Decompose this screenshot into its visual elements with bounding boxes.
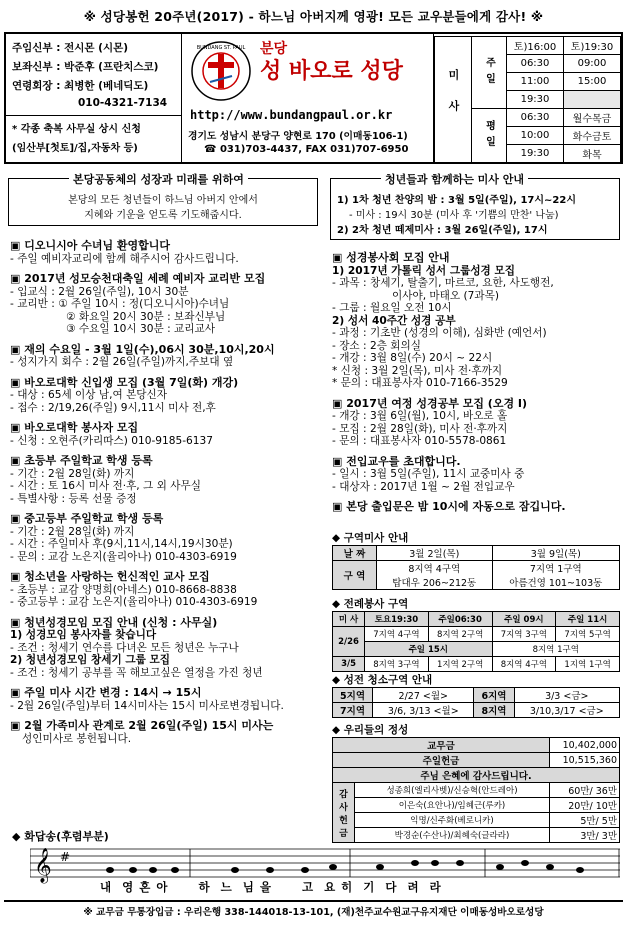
footer-rule — [4, 900, 623, 902]
serve-head: 주일 09시 — [492, 612, 556, 627]
svg-text:BUNDANG ST. PAUL: BUNDANG ST. PAUL — [196, 45, 246, 51]
money-amount: 60만/ 36만 — [550, 783, 620, 798]
svg-text:#: # — [60, 850, 71, 864]
notice-line: - 장소 : 2층 회의실 — [332, 339, 422, 352]
notice-line: * 문의 : 대표봉사자 010-7166-3529 — [332, 377, 508, 389]
wk-time: 06:30 — [507, 109, 564, 127]
website-link[interactable]: http://www.bundangpaul.or.kr — [190, 108, 393, 122]
serve-mid-cell: 8지역 1구역 — [492, 642, 619, 657]
footer-bank-info: ※ 교무금 무통장입금 : 우리은행 338-144018-13-101, (재)천주교수원교구유지재단 이매동성바오로성당 — [83, 907, 544, 918]
notice-line: - 2월 26일(주일)부터 14시미사는 15시 미사로변경됩니다. — [10, 699, 284, 712]
zone-mass-title: ◆ 구역미사 안내 — [332, 532, 409, 544]
notice-line: 2) 청년성경모임 창세기 그룹 모집 — [10, 654, 171, 666]
money-title: ◆ 우리들의 정성 — [332, 724, 409, 736]
header-parish — [182, 34, 434, 162]
serve-cell: 1지역 2구역 — [428, 657, 492, 672]
hymn-staff — [30, 843, 620, 897]
sun-time: 15:00 — [564, 73, 621, 91]
sun-time: 11:00 — [507, 73, 564, 91]
notice-heading: ▣ 성경봉사회 모집 안내 — [332, 251, 450, 264]
office-note2: (임산부[첫토]/집,자동차 등) — [12, 143, 138, 154]
money-thanks: 주님 은혜에 감사드립니다. — [333, 768, 620, 783]
serve-cell: 8지역 2구역 — [428, 627, 492, 642]
notice-heading: ▣ 본당 출입문은 밤 10시에 자동으로 잠깁니다. — [332, 500, 566, 513]
phone: ☎ 031)703-4437, FAX 031)707-6950 — [204, 144, 409, 155]
money-donor: 성종희(엘리사벳)/신승혁(안드레아) — [355, 783, 550, 798]
serve-mid-label: 주일 15시 — [365, 642, 492, 657]
clean-date: 3/6, 3/13 <월> — [373, 703, 474, 718]
right-box-title: 청년들과 함께하는 미사 안내 — [381, 171, 528, 187]
serve-cell: 7지역 3구역 — [492, 627, 556, 642]
notice-line: - 과정 : 기초반 (성경의 이해), 심화반 (예언서) — [332, 327, 547, 339]
wk-time: 10:00 — [507, 127, 564, 145]
money-donor: 익명/신주화(베로니카) — [355, 813, 550, 828]
serve-cell: 7지역 5구역 — [556, 627, 620, 642]
council-head: 연령회장 : 최병한 (베네딕도) — [12, 80, 149, 92]
notice-heading: ▣ 전입교우를 초대합니다. — [332, 454, 461, 468]
notice-heading: ▣ 디오니시아 수녀님 환영합니다 — [10, 239, 171, 252]
serve-head: 토요19:30 — [365, 612, 429, 627]
youth-line: 1) 1차 청년 찬양의 밤 : 3월 5일(주일), 17시~22시 — [337, 195, 576, 206]
notice-line: - 교리반 : ① 주일 10시 : 정(디오니시아)수녀님 — [10, 298, 230, 310]
serve-cell: 1지역 1구역 — [556, 657, 620, 672]
sun-time: 06:30 — [507, 55, 564, 73]
notice-line: 1) 성경모임 봉사자를 찾습니다 — [10, 629, 157, 641]
notice-line: ② 화요일 20시 30분 : 보좌신부님 — [66, 310, 226, 323]
notice-line: * 신청 : 3월 2일(목), 미사 전·후까지 — [332, 364, 503, 377]
clean-zone: 5지역 — [333, 688, 373, 703]
notice-line: - 입교식 : 2월 26일(주일), 10시 30분 — [10, 285, 189, 298]
notice-line: - 성지가지 회수 : 2월 26일(주일)까지,주보대 옆 — [10, 356, 234, 368]
pastor: 주임신부 : 전시몬 (시몬) — [12, 42, 129, 54]
notice-line: - 주일 예비자교리에 함께 해주시어 감사드립니다. — [10, 252, 239, 265]
clean-zone: 6지역 — [474, 688, 514, 703]
notice-line: - 시간 : 주일미사 후(9시,11시,14시,19시30분) — [10, 538, 233, 550]
serve-cell: 8지역 4구역 — [492, 657, 556, 672]
sunday-label: 주일 — [472, 37, 507, 109]
sun-time: 09:00 — [564, 55, 621, 73]
parish-small: 분당 — [260, 41, 288, 57]
sun-time-empty — [564, 91, 621, 109]
clean-date: 3/10,3/17 <금> — [514, 703, 619, 718]
notice-heading: ▣ 중고등부 주일학교 학생 등록 — [10, 512, 164, 525]
notice-line: 2) 성서 40주간 성경 공부 — [332, 314, 456, 327]
wk-days: 화수금토 — [564, 127, 621, 145]
clean-zone: 7지역 — [333, 703, 373, 718]
zone-mass-table — [332, 545, 620, 590]
zone-head: 3월 9일(목) — [492, 546, 619, 561]
zone-head: 날 짜 — [333, 546, 377, 561]
notice-heading: ▣ 2월 가족미사 관계로 2월 26일(주일) 15시 미사는 — [10, 719, 274, 732]
money-value: 10,515,360 — [550, 753, 620, 768]
notice-line: - 과목 : 창세기, 탈출기, 마르코, 요한, 사도행전, — [332, 277, 554, 289]
serve-table — [332, 611, 620, 672]
notice-heading: ▣ 바오로대학 신입생 모집 (3월 7일(화) 개강) — [10, 375, 239, 389]
wk-time: 19:30 — [507, 145, 564, 163]
notice-line: - 일시 : 3월 5일(주일), 11시 교중미사 중 — [332, 468, 525, 480]
notice-line: - 조건 : 청세기 공부를 꼭 해보고싶은 열정을 가진 청년 — [10, 666, 263, 679]
notice-line: - 대상자 : 2017년 1월 ~ 2월 전입교우 — [332, 480, 515, 493]
money-amount: 20만/ 10만 — [550, 798, 620, 813]
serve-head: 주일 11시 — [556, 612, 620, 627]
youth-line: 2) 2차 청년 떼제미사 : 3월 26일(주일), 17시 — [337, 225, 548, 236]
mass-times — [434, 34, 621, 162]
notice-line: 1) 2017년 가톨릭 성서 그룹성경 모집 — [332, 264, 515, 277]
notice-line: ③ 수요일 10시 30분 : 교리교사 — [66, 323, 215, 335]
serve-date: 3/5 — [333, 657, 365, 672]
banner: ※ 성당봉헌 20주년(2017) - 하느님 아버지께 영광! 모든 교우분들에게 감사! ※ — [83, 9, 544, 24]
money-table — [332, 737, 620, 843]
left-box-line: 지혜와 기운을 얻도록 기도해줍시다. — [84, 210, 242, 221]
clean-title: ◆ 성전 청소구역 안내 — [332, 674, 433, 686]
notice-line: - 개강 : 3월 8일(수) 20시 ~ 22시 — [332, 352, 493, 364]
left-box-title: 본당공동체의 성장과 미래를 위하여 — [69, 171, 248, 187]
money-thanks-label: 감사헌금 — [333, 783, 355, 843]
weekday-label: 평일 — [472, 109, 507, 163]
zone-head: 3월 2일(목) — [377, 546, 493, 561]
notice-heading: ▣ 2017년 여정 성경공부 모집 (오경 I) — [332, 396, 528, 410]
notice-line: - 문의 : 대표봉사자 010-5578-0861 — [332, 435, 507, 447]
hymn-lyrics: 내 영 혼 아 하 느 님 을 고 요 히 기 다 려 라 — [100, 880, 442, 894]
notice-line: - 개강 : 3월 6일(월), 10시, 바오로 홀 — [332, 410, 508, 422]
money-amount: 3만/ 3만 — [550, 828, 620, 843]
notice-line: - 기간 : 2월 28일(화) 까지 — [10, 467, 135, 480]
notice-line: - 특별사항 : 등록 선물 증정 — [10, 492, 137, 505]
clean-table — [332, 687, 620, 718]
hymn-title: ◆ 화답송(후렴부분) — [12, 830, 109, 843]
notice-line: - 조건 : 청세기 연수를 다녀온 모든 청년은 누구나 — [10, 641, 239, 654]
money-donor: 박경순(수산나)/최혜숙(글라라) — [355, 828, 550, 843]
wk-days: 화목 — [564, 145, 621, 163]
notice-heading: ▣ 재의 수요일 - 3월 1일(수),06시 30분,10시,20시 — [10, 342, 275, 356]
sun-time: 토)19:30 — [564, 37, 621, 55]
left-prayer-box — [8, 173, 318, 226]
notice-heading: ▣ 주일 미사 시간 변경 : 14시 → 15시 — [10, 686, 202, 699]
sun-time: 19:30 — [507, 91, 564, 109]
serve-head: 미 사 — [333, 612, 365, 627]
left-notices — [10, 238, 322, 745]
mass-label: 미사 — [435, 37, 472, 163]
youth-line: - 미사 : 19시 30분 (미사 후 '기쁨의 만찬' 나눔) — [349, 210, 559, 221]
zone-cell: 8지역 4구역 — [408, 564, 461, 575]
parish-name: 성 바오로 성당 — [260, 59, 403, 84]
council-phone: 010-4321-7134 — [78, 97, 168, 109]
notice-line: 성인미사로 봉헌됩니다. — [22, 732, 132, 745]
money-value: 10,402,000 — [550, 738, 620, 753]
zone-cell: 아름건영 101~103동 — [509, 578, 603, 589]
zone-cell: 탑대우 206~212동 — [392, 578, 477, 589]
svg-text:𝄞: 𝄞 — [34, 848, 52, 883]
clean-date: 2/27 <월> — [373, 688, 474, 703]
wk-days: 월수목금 — [564, 109, 621, 127]
notice-line: 이사야, 마태오 (7과목) — [392, 289, 499, 302]
notice-line: - 모집 : 2월 28일(화), 미사 전·후까지 — [332, 422, 508, 435]
parish-logo — [190, 40, 252, 102]
zone-label: 구 역 — [333, 561, 377, 590]
notice-heading: ▣ 청년성경모임 모집 안내 (신청 : 사무실) — [10, 615, 218, 629]
notice-line: - 접수 : 2/19,26(주일) 9시,11시 미사 전,후 — [10, 401, 216, 414]
notice-line: - 대상 : 65세 이상 남,여 본당신자 — [10, 389, 168, 401]
serve-head: 주일06:30 — [428, 612, 492, 627]
notice-line: - 문의 : 교감 노은지(율리아나) 010-4303-6919 — [10, 550, 237, 563]
right-youth-box — [330, 173, 620, 240]
notice-line: - 그룹 : 월요일 오전 10시 — [332, 302, 452, 314]
header-staff — [6, 34, 182, 162]
notice-line: - 기간 : 2월 28일(화) 까지 — [10, 525, 135, 538]
serve-cell: 7지역 4구역 — [365, 627, 429, 642]
right-notices — [332, 250, 622, 514]
notice-line: - 중고등부 : 교감 노은지(율리아나) 010-4303-6919 — [10, 596, 258, 608]
notice-heading: ▣ 청소년을 사랑하는 헌신적인 교사 모집 — [10, 570, 210, 583]
sun-time: 토)16:00 — [507, 37, 564, 55]
notice-line: - 초등부 : 교감 양명희(아네스) 010-8668-8838 — [10, 583, 237, 596]
money-donor: 이은숙(요안나)/임혜근(루카) — [355, 798, 550, 813]
serve-cell: 8지역 3구역 — [365, 657, 429, 672]
address: 경기도 성남시 분당구 양현로 170 (이매동106-1) — [188, 131, 408, 142]
clean-zone: 8지역 — [474, 703, 514, 718]
notice-line: - 시간 : 토 16시 미사 전·후, 그 외 사무실 — [10, 480, 201, 492]
office-note1: * 각종 축복 사무실 상시 신청 — [12, 124, 141, 135]
serve-date: 2/26 — [333, 627, 365, 657]
serve-title: ◆ 전례봉사 구역 — [332, 598, 409, 610]
zone-cell: 7지역 1구역 — [529, 564, 582, 575]
money-label: 교무금 — [333, 738, 550, 753]
notice-heading: ▣ 초등부 주일학교 학생 등록 — [10, 454, 153, 467]
notice-heading: ▣ 2017년 성모승천대축일 세례 예비자 교리반 모집 — [10, 272, 266, 285]
money-label: 주일헌금 — [333, 753, 550, 768]
notice-line: - 신청 : 오현주(카리따스) 010-9185-6137 — [10, 434, 214, 447]
notice-heading: ▣ 바오로대학 봉사자 모집 — [10, 421, 139, 434]
money-amount: 5만/ 5만 — [550, 813, 620, 828]
clean-date: 3/3 <금> — [514, 688, 619, 703]
assistant-pastor: 보좌신부 : 박준후 (프란치스코) — [12, 61, 159, 73]
left-box-line: 본당의 모든 청년들이 하느님 아버지 안에서 — [68, 195, 258, 206]
